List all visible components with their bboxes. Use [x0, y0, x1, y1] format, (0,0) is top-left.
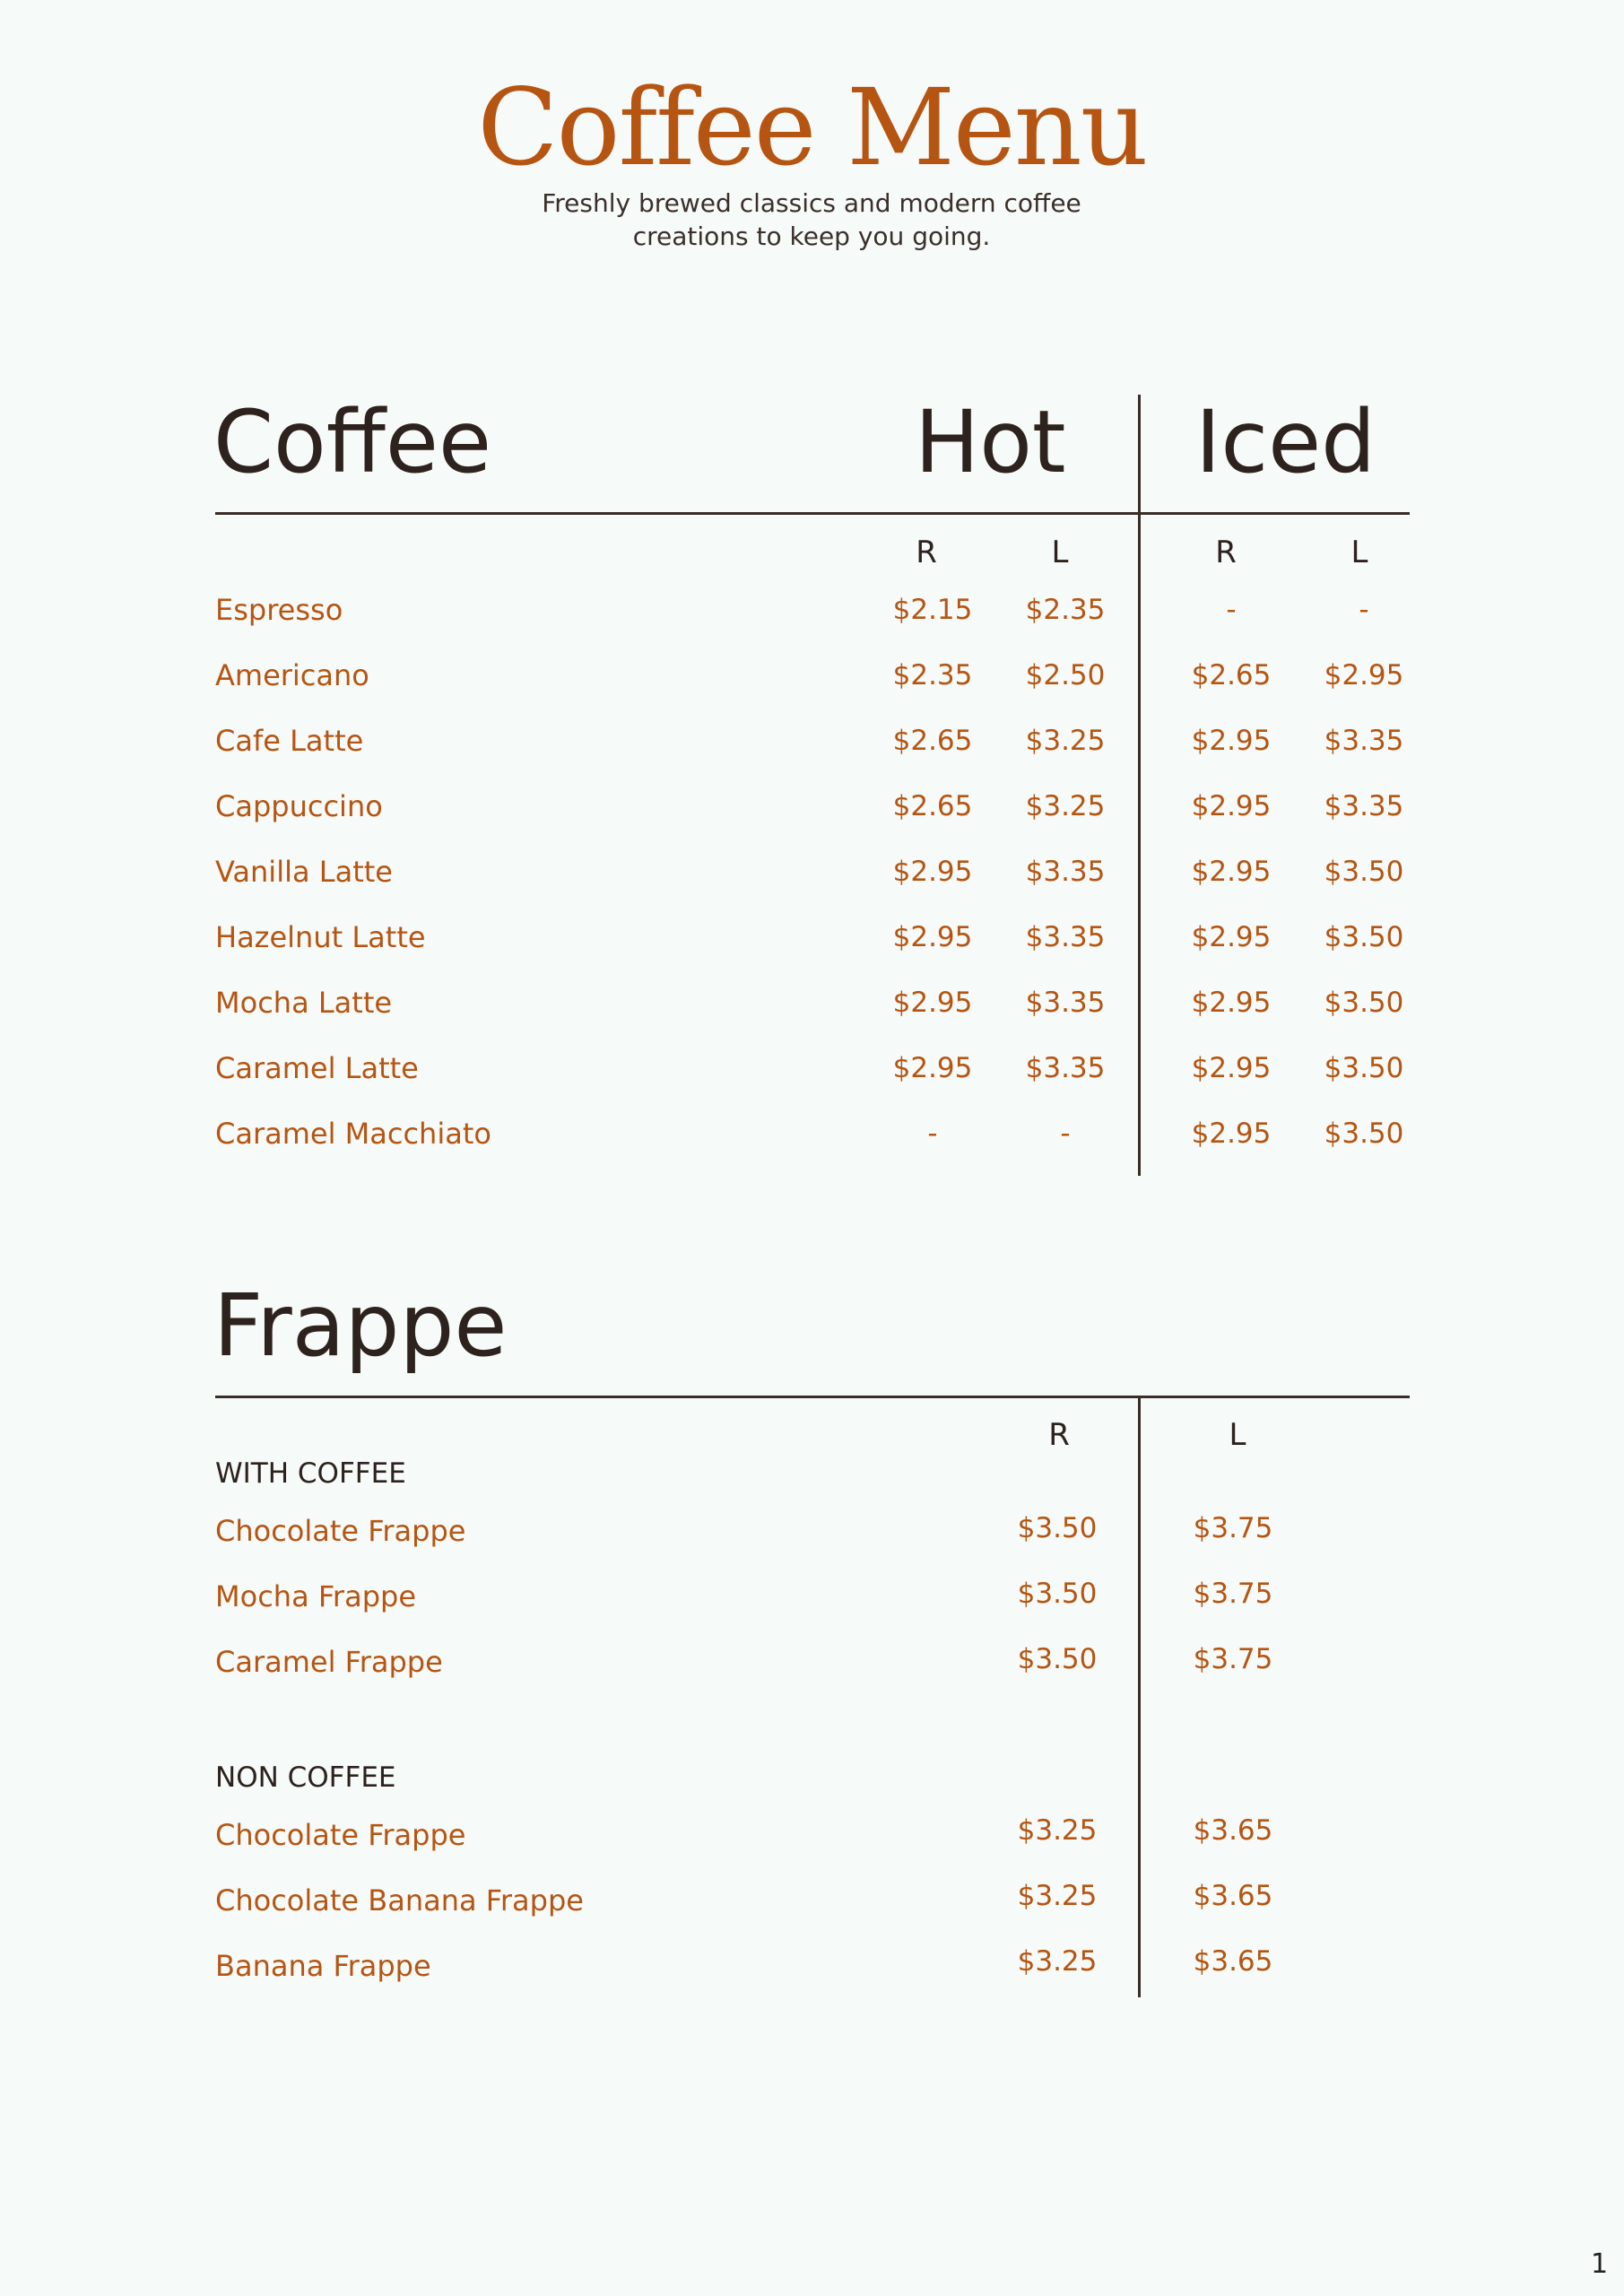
coffee-item — [0, 1116, 1624, 1181]
item-name: Hazelnut Latte — [215, 920, 426, 954]
price-hot-l: - — [1060, 1118, 1071, 1150]
item-name: Espresso — [215, 593, 343, 627]
frappe-size-l: L — [1229, 1417, 1246, 1453]
price-hot-l: $3.35 — [1025, 1052, 1106, 1084]
item-name: Chocolate Banana Frappe — [215, 1883, 584, 1918]
item-name: Vanilla Latte — [215, 855, 393, 889]
price-hot-r: $2.95 — [892, 921, 973, 953]
frappe-size-r: R — [1048, 1417, 1070, 1453]
price-iced-r: $2.95 — [1191, 987, 1272, 1019]
price-hot-r: $2.65 — [892, 725, 973, 757]
subtitle-line-1: Freshly brewed classics and modern coffee — [542, 188, 1081, 218]
price-iced-l: $3.35 — [1324, 725, 1404, 757]
price-hot-l: $2.50 — [1025, 659, 1106, 691]
item-name: Chocolate Frappe — [215, 1514, 466, 1548]
price-hot-r: $2.95 — [892, 1052, 973, 1084]
price-r: $3.25 — [1017, 1814, 1098, 1847]
price-hot-r: $2.95 — [892, 856, 973, 888]
price-iced-l: $3.50 — [1324, 921, 1404, 953]
price-l: $3.65 — [1193, 1945, 1273, 1978]
price-hot-r: $2.95 — [892, 987, 973, 1019]
price-hot-r: $2.15 — [892, 594, 973, 626]
price-hot-r: - — [927, 1118, 938, 1150]
price-hot-r: $2.65 — [892, 790, 973, 822]
item-name: Caramel Macchiato — [215, 1117, 491, 1151]
item-name: Chocolate Frappe — [215, 1818, 466, 1852]
coffee-item — [0, 788, 1624, 854]
menu-subtitle — [498, 187, 1125, 253]
with-coffee-label: WITH COFFEE — [215, 1457, 406, 1490]
coffee-item — [0, 1050, 1624, 1116]
frappe-item — [0, 1880, 1624, 1948]
price-iced-l: $3.50 — [1324, 1118, 1404, 1150]
price-l: $3.75 — [1193, 1578, 1273, 1610]
price-iced-l: - — [1359, 594, 1369, 626]
price-iced-r: $2.95 — [1191, 725, 1272, 757]
coffee-divider — [215, 512, 1410, 515]
item-name: Americano — [215, 658, 369, 692]
item-name: Caramel Latte — [215, 1051, 419, 1085]
price-iced-l: $2.95 — [1324, 659, 1404, 691]
coffee-item — [0, 723, 1624, 788]
price-iced-r: $2.95 — [1191, 790, 1272, 822]
coffee-item — [0, 985, 1624, 1050]
price-l: $3.65 — [1193, 1880, 1273, 1912]
item-name: Banana Frappe — [215, 1949, 431, 1983]
coffee-size-hot-r: R — [916, 535, 937, 570]
frappe-item — [0, 1644, 1624, 1709]
coffee-item — [0, 854, 1624, 919]
frappe-item — [0, 1945, 1624, 2013]
coffee-heading: Coffee — [213, 392, 492, 492]
price-hot-l: $2.35 — [1025, 594, 1106, 626]
item-name: Cafe Latte — [215, 724, 364, 758]
price-l: $3.75 — [1193, 1643, 1273, 1675]
frappe-divider — [215, 1396, 1410, 1398]
price-r: $3.25 — [1017, 1880, 1098, 1912]
price-iced-r: $2.95 — [1191, 921, 1272, 953]
non-coffee-label: NON COFFEE — [215, 1761, 396, 1794]
price-hot-l: $3.35 — [1025, 921, 1106, 953]
menu-title: Coffee Menu — [477, 65, 1147, 189]
price-iced-r: - — [1226, 594, 1237, 626]
price-iced-r: $2.95 — [1191, 1052, 1272, 1084]
price-iced-l: $3.35 — [1324, 790, 1404, 822]
price-iced-l: $3.50 — [1324, 1052, 1404, 1084]
coffee-item — [0, 592, 1624, 657]
price-r: $3.50 — [1017, 1643, 1098, 1675]
item-name: Caramel Frappe — [215, 1645, 443, 1679]
price-l: $3.65 — [1193, 1814, 1273, 1847]
price-hot-l: $3.35 — [1025, 856, 1106, 888]
price-r: $3.50 — [1017, 1578, 1098, 1610]
coffee-size-hot-l: L — [1051, 535, 1069, 570]
price-l: $3.75 — [1193, 1512, 1273, 1544]
item-name: Cappuccino — [215, 789, 383, 823]
coffee-item — [0, 919, 1624, 985]
frappe-item — [0, 1814, 1624, 1883]
price-hot-l: $3.35 — [1025, 987, 1106, 1019]
coffee-size-iced-l: L — [1350, 535, 1368, 570]
price-hot-l: $3.25 — [1025, 790, 1106, 822]
price-hot-r: $2.35 — [892, 659, 973, 691]
price-iced-l: $3.50 — [1324, 856, 1404, 888]
price-iced-r: $2.95 — [1191, 1118, 1272, 1150]
coffee-size-iced-r: R — [1215, 535, 1237, 570]
price-iced-l: $3.50 — [1324, 987, 1404, 1019]
price-r: $3.50 — [1017, 1512, 1098, 1544]
frappe-item — [0, 1513, 1624, 1578]
subtitle-line-2: creations to keep you going. — [632, 222, 991, 251]
frappe-heading: Frappe — [213, 1275, 508, 1376]
price-r: $3.25 — [1017, 1945, 1098, 1978]
iced-heading: Iced — [1195, 392, 1376, 492]
item-name: Mocha Frappe — [215, 1579, 416, 1613]
hot-heading: Hot — [915, 392, 1066, 492]
frappe-item — [0, 1578, 1624, 1644]
coffee-item — [0, 657, 1624, 723]
price-iced-r: $2.65 — [1191, 659, 1272, 691]
price-iced-r: $2.95 — [1191, 856, 1272, 888]
page-number: 1 — [1591, 2248, 1609, 2280]
price-hot-l: $3.25 — [1025, 725, 1106, 757]
item-name: Mocha Latte — [215, 986, 393, 1020]
